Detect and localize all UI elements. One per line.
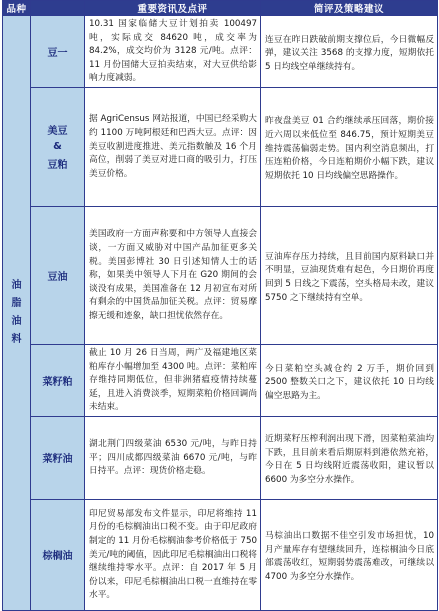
product-cell	[31, 416, 85, 499]
info-text: 据 AgriCensus 网站报道，中国已经采购大约 1100 万吨阿根廷和巴西大豆。点评：因美豆收割进度推进、美元指数触及 16 个月高位，削弱了美豆对进口商的吸引力，打压美豆价格。	[89, 114, 257, 179]
advice-cell	[261, 344, 438, 416]
category-char: 脂	[11, 297, 22, 309]
info-text: 美国政府一方面声称要和中方领导人直接会谈，一方面又威胁对中国产品加征更多关税。美国彭博社 30 日引述知情人士的话称，如果美中领导人下月在 G20 期间的会谈没有成果，美国准备在 12 月初宣布对所有剩余的中国货品加征关税。点评：贸易摩擦无缓和迹象，缺口担忧依然存在。	[89, 229, 257, 321]
category-char: 油	[11, 315, 22, 327]
advice-text: 连豆在昨日跌破前期支撑位后，今日微幅反弹，建议关注 3568 的支撑力度，短期依托 5 日均线空单继续持有。	[265, 34, 434, 72]
info-cell	[85, 16, 261, 88]
info-cell	[85, 416, 261, 499]
product-name-amp: &	[53, 141, 62, 153]
info-text: 湖北荆门四级菜油 6530 元/吨，与昨日持平；四川成都四级菜油 6670 元/吨，与昨日持平。点评：现货价格走稳。	[89, 439, 257, 477]
advice-text: 昨夜盘美豆 01 合约继续承压回落，期价接近六周以来低位至 846.75，预计短期美豆维持震荡偏弱走势。国内利空消息频出，打压连粕价格，今日连粕期价小幅下跌，建议短期依托 10 日均线偏空思路操作。	[265, 116, 434, 181]
product-name: 豆油	[47, 271, 68, 283]
info-text: 10.31 国家临储大豆计划拍卖 100497 吨，实际成交 84620 吨，成交率为 84.2%，成交均价为 3128 元/吨。点评：11 月份国储大豆拍卖结束，对大豆供给影响力度减弱。	[89, 19, 257, 84]
advice-text: 近期菜籽压榨利润出现下滑，因菜粕菜油均下跌，且目前来看后期原料到港依然充裕，今日在 5 日均线附近震荡收阳，建议暂以 6600 为多空分水操作。	[265, 434, 434, 486]
info-cell	[85, 344, 261, 416]
table-row	[3, 16, 438, 88]
product-name: 豆一	[47, 47, 68, 59]
advice-text: 今日菜粕空头减仓约 2 万手，期价回到 2500 整数关口之下，建议依托 10 日均线偏空思路为主。	[265, 363, 434, 401]
category-char: 油	[11, 279, 22, 291]
table-row	[3, 344, 438, 416]
product-cell	[31, 344, 85, 416]
header-advice: 简评及策略建议	[261, 1, 438, 16]
advice-text: 马棕油出口数据不佳空引发市场担忧，10 月产量库存有望继续回升，连棕榈油今日底部震荡收红，短期弱势震荡难改，可继续以 4700 为多空分水操作。	[265, 531, 434, 583]
product-cell	[31, 16, 85, 88]
advice-cell	[261, 16, 438, 88]
table-header-row	[3, 1, 438, 16]
product-name: 美豆	[47, 126, 68, 138]
product-cell	[31, 87, 85, 206]
table-row	[3, 416, 438, 499]
category-cell	[3, 16, 31, 611]
product-name: 棕榈油	[42, 551, 73, 563]
strategy-table	[2, 0, 438, 611]
table-row	[3, 499, 438, 610]
header-category: 品种	[3, 1, 31, 16]
table-row	[3, 206, 438, 344]
product-name: 菜籽粕	[42, 376, 73, 388]
advice-text: 豆油库存压力持续，且目前国内原料缺口并不明显，豆油现货难有起色，今日期价再度回到 5 日线之下震荡，空头格局未改，建议 5750 之下继续持有空单。	[265, 251, 434, 303]
product-cell	[31, 499, 85, 610]
info-text: 印尼贸易部发布文件显示，印尼将维持 11 月份的毛棕榈油出口税不变。由于印尼政府制定的 11 月份毛棕榈油参考价格低于 750 美元/吨的阈值，因此印尼毛棕榈油出口税将继续维持零水平。点评：自 2017 年 5 月份以来，印尼毛棕榈油出口税一直维持在零水平。	[89, 508, 257, 601]
info-cell	[85, 87, 261, 206]
info-text: 截止 10 月 26 日当周，两广及福建地区菜粕库存小幅增加至 4300 吨。点评：菜粕库存维持同期低位，但非洲猪瘟疫情持续蔓延，且进入消费淡季，短期菜粕价格回调尚未结束。	[89, 347, 257, 413]
header-info: 重要资讯及点评	[85, 1, 261, 16]
advice-cell	[261, 87, 438, 206]
info-cell	[85, 206, 261, 344]
info-cell	[85, 499, 261, 610]
table-row	[3, 87, 438, 206]
category-char: 料	[11, 333, 22, 345]
product-name: 菜籽油	[42, 454, 73, 466]
product-cell	[31, 206, 85, 344]
advice-cell	[261, 416, 438, 499]
advice-cell	[261, 499, 438, 610]
report-sheet	[2, 0, 437, 603]
product-name: 豆粕	[47, 160, 68, 172]
advice-cell	[261, 206, 438, 344]
header-product-blank	[31, 1, 85, 16]
